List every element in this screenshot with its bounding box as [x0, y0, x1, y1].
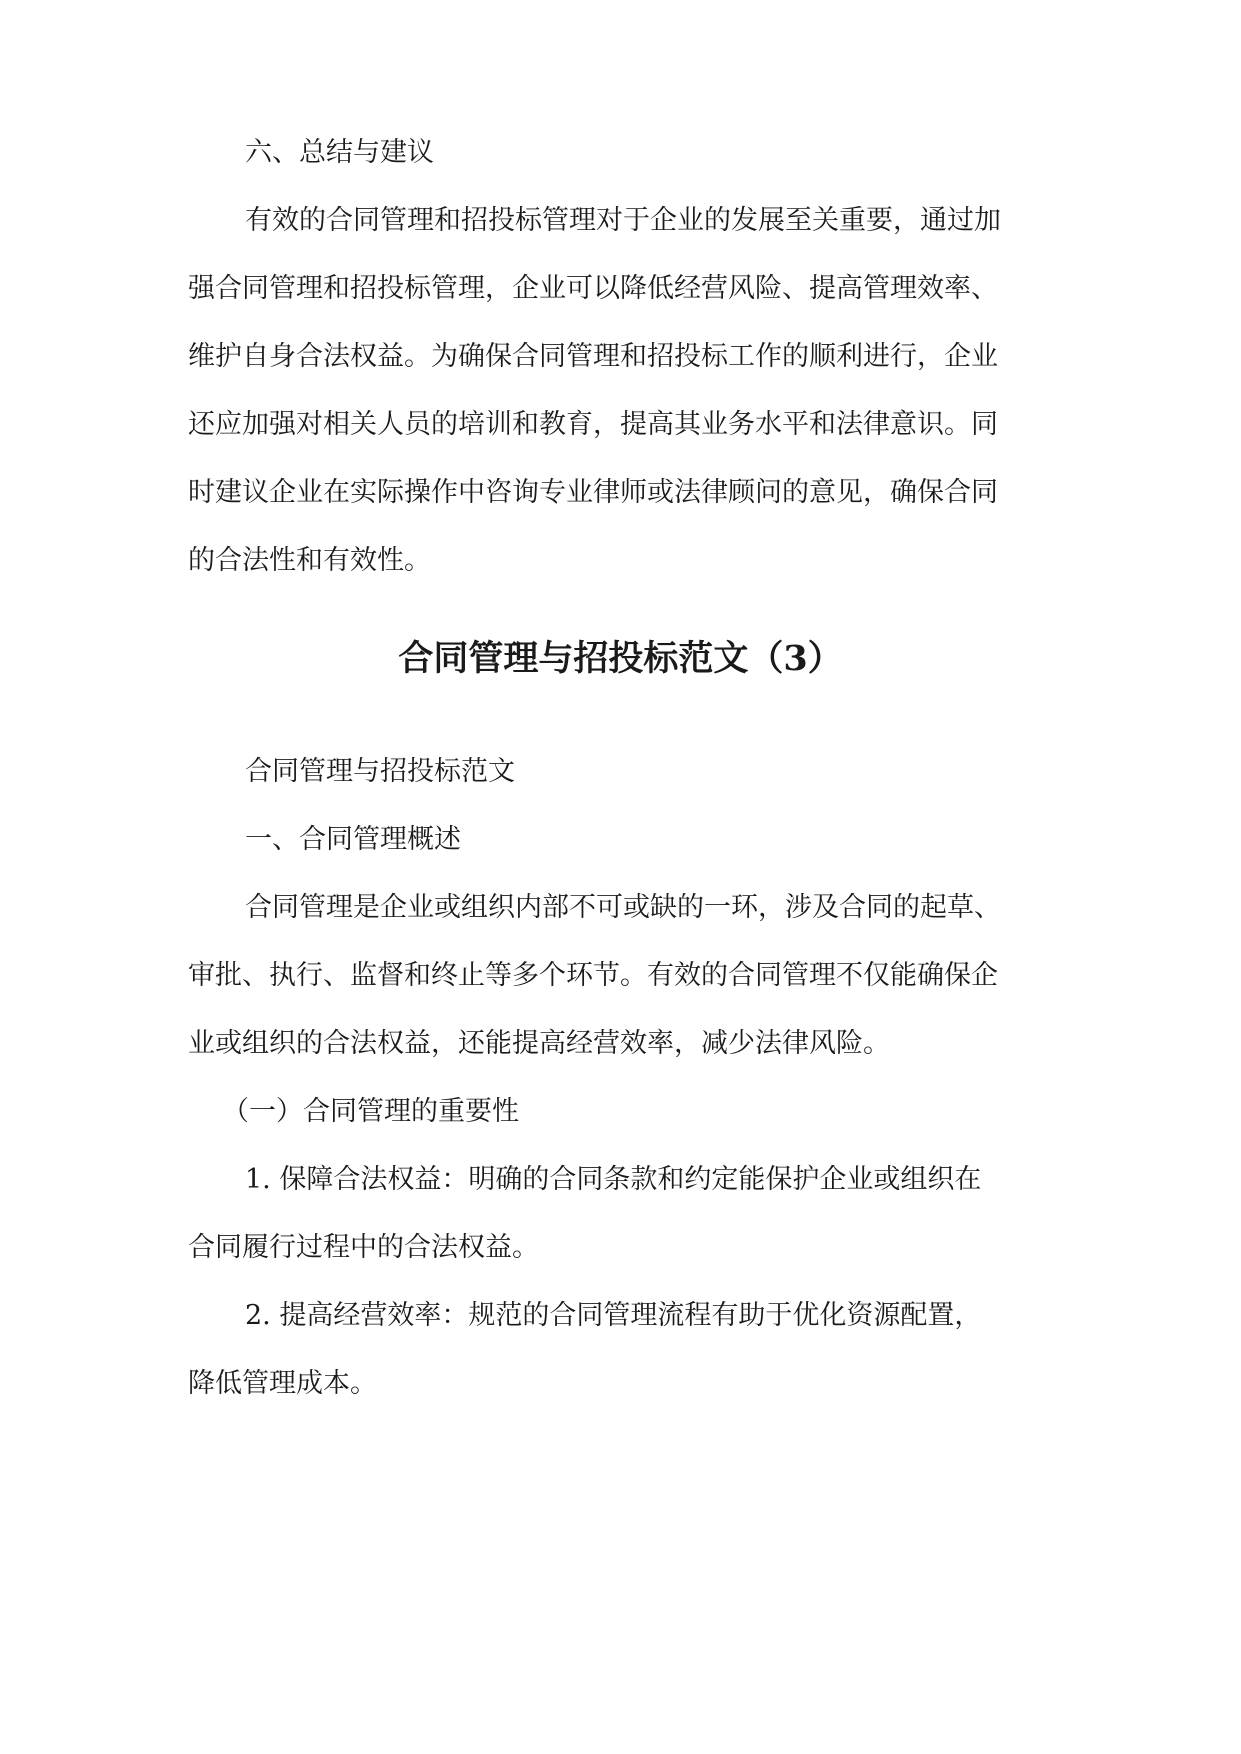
- paragraph-line: 审批、执行、监督和终止等多个环节。有效的合同管理不仅能确保企: [188, 960, 998, 991]
- paragraph-line: 业或组织的合法权益，还能提高经营效率，减少法律风险。: [188, 1028, 890, 1059]
- list-item-line: 2. 提高经营效率：规范的合同管理流程有助于优化资源配置，: [245, 1300, 982, 1331]
- paragraph-line: 强合同管理和招投标管理，企业可以降低经营风险、提高管理效率、: [188, 273, 998, 304]
- paragraph-line: 时建议企业在实际操作中咨询专业律师或法律顾问的意见，确保合同: [188, 477, 998, 508]
- paragraph-line: 的合法性和有效性。: [188, 545, 431, 576]
- document-heading: 合同管理与招投标范文（3）: [398, 638, 843, 679]
- paragraph-line: 维护自身合法权益。为确保合同管理和招投标工作的顺利进行，企业: [188, 341, 998, 372]
- list-item-line: 降低管理成本。: [188, 1368, 377, 1399]
- section-title: 一、合同管理概述: [245, 824, 461, 855]
- section-title: 六、总结与建议: [245, 137, 434, 168]
- subsection-title: （一）合同管理的重要性: [222, 1096, 519, 1127]
- paragraph-line: 有效的合同管理和招投标管理对于企业的发展至关重要，通过加: [245, 205, 1001, 236]
- paragraph-line: 合同管理是企业或组织内部不可或缺的一环，涉及合同的起草、: [245, 892, 1001, 923]
- list-item-line: 1. 保障合法权益：明确的合同条款和约定能保护企业或组织在: [245, 1164, 982, 1195]
- paragraph-line: 还应加强对相关人员的培训和教育，提高其业务水平和法律意识。同: [188, 409, 998, 440]
- document-subtitle: 合同管理与招投标范文: [245, 756, 515, 787]
- list-item-line: 合同履行过程中的合法权益。: [188, 1232, 539, 1263]
